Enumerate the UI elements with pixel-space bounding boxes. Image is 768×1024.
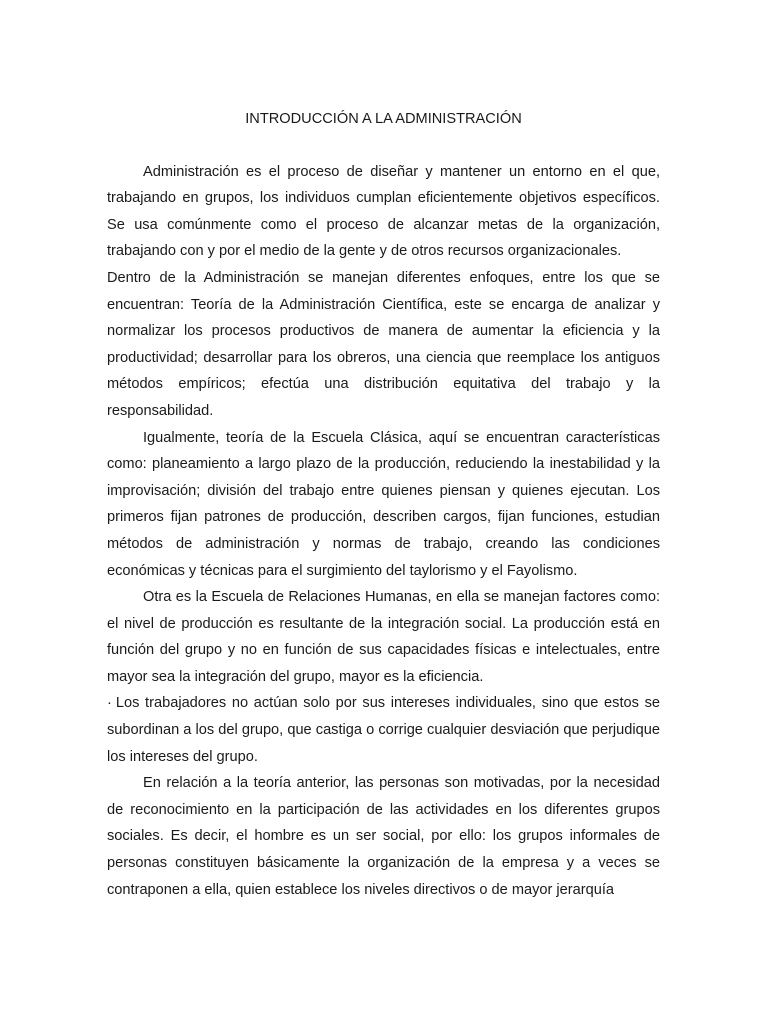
paragraph-bullet-workers	[107, 690, 660, 770]
bullet-marker: ·	[107, 695, 112, 712]
bullet-text: Los trabajadores no actúan solo por sus intereses individuales, sino que estos se subordinan a los del grupo, que castiga o corrige cualquier desviación que perjudique los intereses del grupo.	[107, 695, 660, 765]
paragraph-classical-school: Igualmente, teoría de la Escuela Clásica, aquí se encuentran características como: planeamiento a largo plazo de la producción, reduciendo la inestabilidad y la improvisación; división del trabajo entre quienes piensan y quienes ejecutan. Los primeros fijan patrones de producción, describen cargos, fijan funciones, estudian métodos de administración y normas de trabajo, creando las condiciones económicas y técnicas para el surgimiento del taylorismo y el Fayolismo.	[107, 429, 660, 579]
paragraph-motivation: En relación a la teoría anterior, las personas son motivadas, por la necesidad de reconocimiento en la participación de las actividades en los diferentes grupos sociales. Es decir, el hombre es un ser social, por ello: los grupos informales de personas constituyen básicamente la organización de la empresa y a veces se contraponen a ella, quien establece los niveles directivos o de mayor jerarquía	[107, 775, 660, 898]
paragraph-scientific-management: Dentro de la Administración se manejan diferentes enfoques, entre los que se encuentran: Teoría de la Administración Científica, este se encarga de analizar y normalizar los procesos productivos de manera de aumentar la eficiencia y la productividad; desarrollar para los obreros, una ciencia que reemplace los antiguos métodos empíricos; efectúa una distribución equitativa del trabajo y la responsabilidad.	[107, 269, 660, 419]
document-title: INTRODUCCIÓN A LA ADMINISTRACIÓN	[245, 111, 522, 127]
paragraph-human-relations: Otra es la Escuela de Relaciones Humanas, en ella se manejan factores como: el nivel de producción es resultante de la integración social. La producción está en función del grupo y no en función de sus capacidades físicas e intelectuales, entre mayor sea la integración del grupo, mayor es la eficiencia.	[107, 589, 660, 685]
paragraph-definition: Administración es el proceso de diseñar y mantener un entorno en el que, trabajando en grupos, los individuos cumplan eficientemente objetivos específicos. Se usa comúnmente como el proceso de alcanzar metas de la organización, trabajando con y por el medio de la gente y de otros recursos organizacionales.	[107, 163, 660, 260]
